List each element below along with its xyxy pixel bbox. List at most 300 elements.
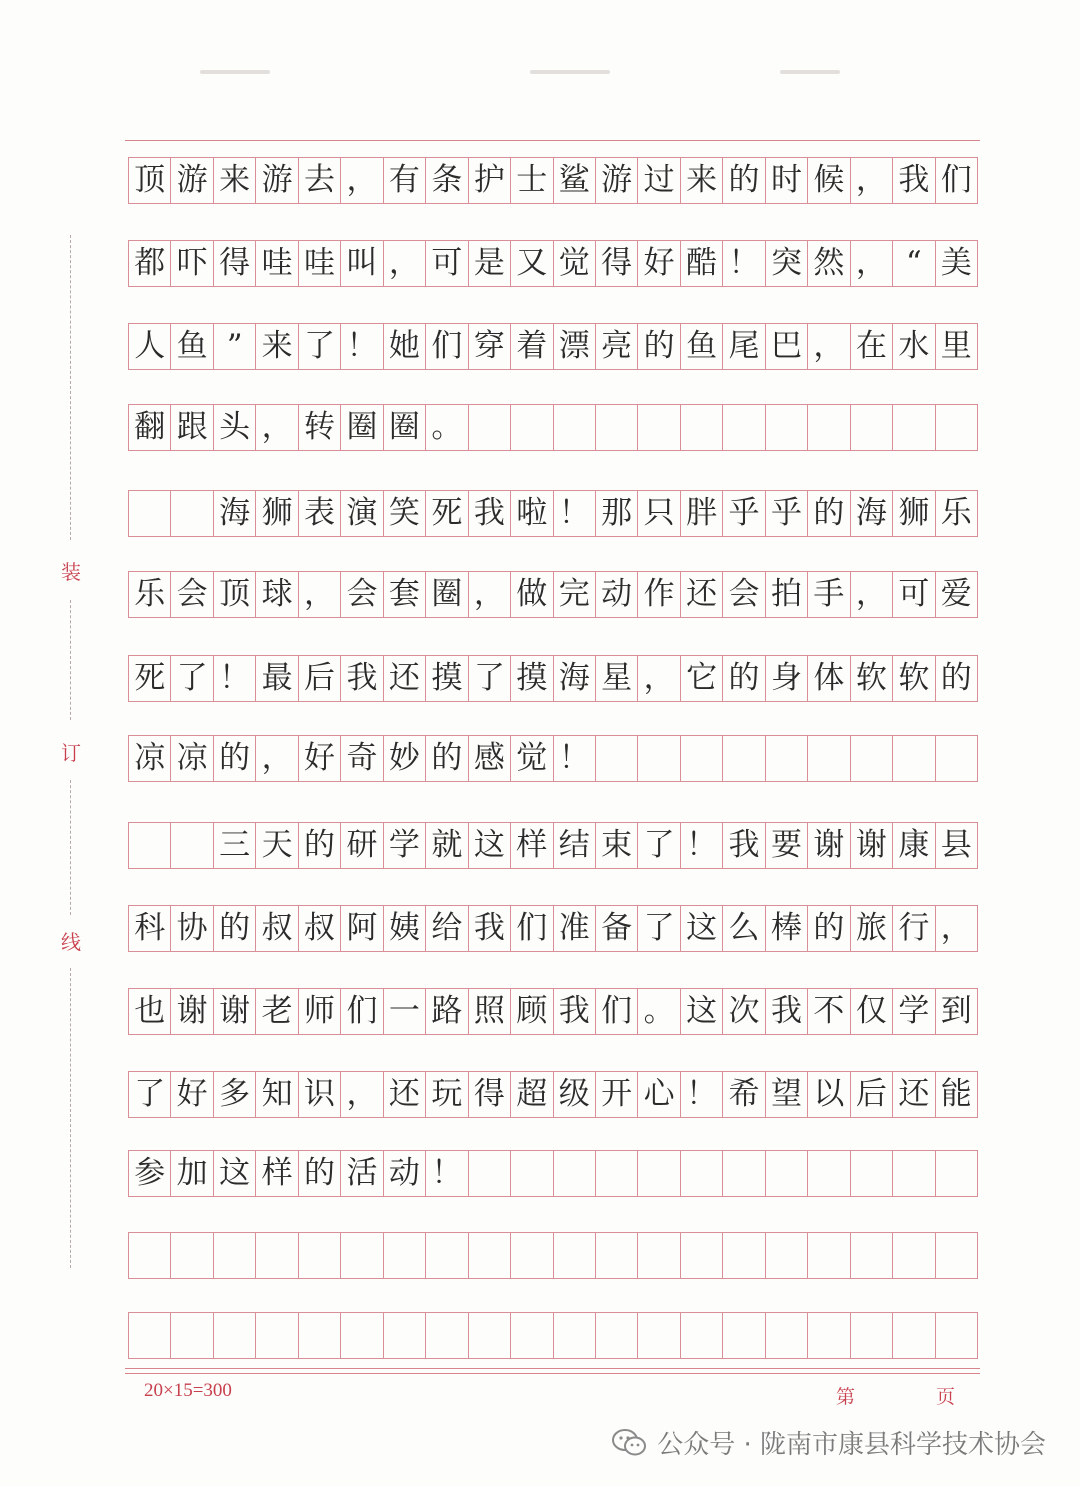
grid-cell: 护 [469,158,511,203]
scan-speck [780,70,840,74]
grid-cell: 妙 [384,736,426,781]
grid-cell: 样 [511,823,553,868]
grid-cell: 吓 [171,241,213,286]
grid-cell: 好 [171,1072,213,1117]
top-border-rule [125,140,980,141]
grid-cell: ！ [681,823,723,868]
grid-cell: 希 [723,1072,765,1117]
grid-cell [893,1233,935,1278]
grid-cell: 圈 [384,405,426,450]
grid-cell [766,1233,808,1278]
grid-row [128,655,978,702]
grid-cell: 们 [596,989,638,1034]
grid-cell [554,1233,596,1278]
grid-cell: 乐 [129,572,171,617]
grid-cell: 师 [299,989,341,1034]
grid-cell: 球 [256,572,298,617]
grid-cell: 时 [766,158,808,203]
grid-cell [469,1313,511,1358]
grid-cell [341,1233,383,1278]
bottom-border-rule [125,1368,980,1369]
grid-cell [596,736,638,781]
grid-cell: ” [214,324,256,369]
grid-cell: 来 [681,158,723,203]
grid-cell [554,1313,596,1358]
grid-cell [214,1313,256,1358]
page-label-di: 第 [836,1386,856,1408]
grid-cell: 演 [341,491,383,536]
binding-dashed-line [70,780,71,915]
grid-cell: “ [893,241,935,286]
grid-cell: 照 [469,989,511,1034]
grid-cell: 了 [171,656,213,701]
grid-cell [851,736,893,781]
grid-cell: 软 [893,656,935,701]
grid-cell [766,736,808,781]
grid-cell: 游 [171,158,213,203]
grid-row [128,822,978,869]
grid-cell: 们 [426,324,468,369]
grid-cell: 得 [469,1072,511,1117]
grid-cell [766,1313,808,1358]
grid-cell [638,405,680,450]
grid-cell [723,1313,765,1358]
grid-cell: 是 [469,241,511,286]
grid-cell: 这 [681,906,723,951]
grid-cell: 翻 [129,405,171,450]
grid-cell: 的 [299,1151,341,1196]
grid-cell: 我 [766,989,808,1034]
grid-cell: 候 [808,158,850,203]
grid-cell: 的 [723,656,765,701]
grid-cell: 了 [638,823,680,868]
grid-cell: 手 [808,572,850,617]
grid-cell [129,491,171,536]
grid-cell: 顾 [511,989,553,1034]
grid-cell: 姨 [384,906,426,951]
grid-cell [426,1233,468,1278]
grid-cell: 一 [384,989,426,1034]
grid-cell: 它 [681,656,723,701]
grid-cell [384,1233,426,1278]
grid-cell [511,1313,553,1358]
grid-cell: 鲨 [554,158,596,203]
grid-cell: 巴 [766,324,808,369]
grid-cell: 有 [384,158,426,203]
grid-row [128,988,978,1035]
grid-cell: 圈 [426,572,468,617]
grid-cell: 跟 [171,405,213,450]
grid-cell: 我 [723,823,765,868]
grid-cell: ！ [554,491,596,536]
grid-cell: 我 [469,906,511,951]
grid-cell: 行 [893,906,935,951]
grid-cell: 谢 [214,989,256,1034]
grid-cell: 结 [554,823,596,868]
grid-cell: 阿 [341,906,383,951]
grid-cell: 超 [511,1072,553,1117]
grid-cell [638,1151,680,1196]
grid-cell: ， [469,572,511,617]
binding-mark-zhuang: 装 [61,560,81,584]
grid-cell: 棒 [766,906,808,951]
grid-cell: 着 [511,324,553,369]
grid-cell: 的 [936,656,978,701]
grid-cell: 谢 [808,823,850,868]
grid-cell: 还 [681,572,723,617]
grid-cell: 以 [808,1072,850,1117]
grid-cell: 的 [299,823,341,868]
grid-cell: 活 [341,1151,383,1196]
grid-cell: ， [851,158,893,203]
grid-cell: ， [638,656,680,701]
grid-cell: 天 [256,823,298,868]
grid-cell: 不 [808,989,850,1034]
grid-cell: 作 [638,572,680,617]
grid-cell: 我 [469,491,511,536]
grid-cell: 路 [426,989,468,1034]
grid-cell: 鱼 [681,324,723,369]
grid-spec-label: 20×15=300 [144,1380,232,1401]
grid-cell: 科 [129,906,171,951]
grid-cell: 还 [384,1072,426,1117]
grid-cell [681,1313,723,1358]
grid-row [128,1071,978,1118]
grid-cell [893,405,935,450]
wechat-watermark [611,1424,1046,1461]
grid-cell: 水 [893,324,935,369]
grid-cell: 学 [893,989,935,1034]
grid-cell [171,823,213,868]
grid-cell: 体 [808,656,850,701]
grid-cell: 头 [214,405,256,450]
grid-cell [596,1151,638,1196]
grid-cell: 游 [256,158,298,203]
grid-cell: 叔 [299,906,341,951]
grid-cell: 软 [851,656,893,701]
grid-cell [129,1313,171,1358]
grid-cell [638,736,680,781]
grid-cell: 会 [341,572,383,617]
binding-mark-xian: 线 [61,930,81,954]
grid-cell [936,405,978,450]
grid-cell: ！ [723,241,765,286]
grid-cell: 摸 [426,656,468,701]
grid-cell: 会 [723,572,765,617]
grid-cell: 识 [299,1072,341,1117]
scan-speck [530,70,610,74]
grid-cell [299,1313,341,1358]
grid-cell [681,405,723,450]
grid-cell: 摸 [511,656,553,701]
grid-cell [214,1233,256,1278]
grid-cell: 圈 [341,405,383,450]
grid-cell: 后 [851,1072,893,1117]
grid-cell [936,736,978,781]
grid-cell [171,491,213,536]
grid-cell [808,1151,850,1196]
grid-cell: 得 [214,241,256,286]
grid-cell [426,1313,468,1358]
grid-cell: 心 [638,1072,680,1117]
grid-cell: 亮 [596,324,638,369]
grid-cell [511,405,553,450]
grid-cell: 啦 [511,491,553,536]
grid-cell [384,1313,426,1358]
grid-row [128,404,978,451]
grid-cell: 在 [851,324,893,369]
grid-cell: ， [256,736,298,781]
grid-row [128,1312,978,1359]
grid-cell: ， [341,1072,383,1117]
grid-cell [723,405,765,450]
grid-cell: ， [851,572,893,617]
grid-cell: 笑 [384,491,426,536]
grid-cell: 准 [554,906,596,951]
grid-cell: 狮 [256,491,298,536]
grid-cell: 又 [511,241,553,286]
grid-cell [723,1151,765,1196]
grid-cell [511,1233,553,1278]
grid-cell: 顶 [214,572,256,617]
grid-cell: 海 [214,491,256,536]
grid-cell: 突 [766,241,808,286]
grid-cell: 好 [299,736,341,781]
grid-cell: 仅 [851,989,893,1034]
grid-row [128,490,978,537]
grid-cell: 尾 [723,324,765,369]
grid-cell: 海 [851,491,893,536]
grid-cell: 谢 [851,823,893,868]
grid-cell: 好 [638,241,680,286]
grid-cell [171,1233,213,1278]
grid-cell [469,1233,511,1278]
grid-cell [256,1233,298,1278]
grid-cell: 酷 [681,241,723,286]
grid-cell: 鱼 [171,324,213,369]
grid-cell: 就 [426,823,468,868]
grid-cell: 拍 [766,572,808,617]
grid-cell: 只 [638,491,680,536]
grid-cell: 还 [384,656,426,701]
grid-cell: 漂 [554,324,596,369]
grid-cell [808,1233,850,1278]
grid-cell [936,1233,978,1278]
grid-cell: 开 [596,1072,638,1117]
grid-cell: ！ [681,1072,723,1117]
grid-cell [893,736,935,781]
grid-cell: 做 [511,572,553,617]
grid-cell: 游 [596,158,638,203]
grid-cell [256,1313,298,1358]
grid-cell: 然 [808,241,850,286]
grid-cell: 次 [723,989,765,1034]
grid-row [128,1232,978,1279]
grid-cell: 谢 [171,989,213,1034]
grid-cell: 表 [299,491,341,536]
grid-cell: 去 [299,158,341,203]
grid-cell: 星 [596,656,638,701]
grid-cell: 里 [936,324,978,369]
grid-cell [851,405,893,450]
grid-cell [638,1233,680,1278]
grid-cell: 最 [256,656,298,701]
grid-cell [511,1151,553,1196]
grid-cell [681,1151,723,1196]
grid-cell: 还 [893,1072,935,1117]
grid-cell: 套 [384,572,426,617]
grid-cell [681,736,723,781]
grid-cell: 死 [426,491,468,536]
grid-cell: 能 [936,1072,978,1117]
grid-cell: 哇 [256,241,298,286]
grid-cell [808,1313,850,1358]
grid-row [128,735,978,782]
grid-cell: 后 [299,656,341,701]
grid-cell: 凉 [129,736,171,781]
grid-cell: ， [299,572,341,617]
page-label-ye: 页 [936,1386,956,1408]
grid-cell: 条 [426,158,468,203]
grid-cell: 我 [893,158,935,203]
grid-cell: 过 [638,158,680,203]
grid-cell: 顶 [129,158,171,203]
grid-cell: 完 [554,572,596,617]
grid-cell: 的 [426,736,468,781]
grid-cell [723,736,765,781]
grid-cell: 们 [511,906,553,951]
grid-cell: 望 [766,1072,808,1117]
grid-cell: 参 [129,1151,171,1196]
grid-cell [638,1313,680,1358]
grid-cell: ， [808,324,850,369]
grid-cell: 这 [469,823,511,868]
grid-cell: 了 [638,906,680,951]
grid-cell [469,1151,511,1196]
grid-cell: 级 [554,1072,596,1117]
grid-cell: 这 [681,989,723,1034]
grid-cell [596,405,638,450]
grid-cell: 动 [596,572,638,617]
grid-cell [341,1313,383,1358]
grid-cell: ， [936,906,978,951]
grid-cell: 奇 [341,736,383,781]
grid-cell: 协 [171,906,213,951]
grid-cell [766,1151,808,1196]
grid-cell [851,1233,893,1278]
grid-cell: 乎 [766,491,808,536]
grid-cell: 们 [341,989,383,1034]
wechat-icon [611,1428,647,1458]
grid-cell: 老 [256,989,298,1034]
grid-cell: ！ [341,324,383,369]
grid-row [128,157,978,204]
grid-cell: 狮 [893,491,935,536]
watermark-text: 公众号 · 陇南市康县科学技术协会 [657,1430,1046,1460]
grid-cell: 海 [554,656,596,701]
grid-row [128,571,978,618]
grid-cell: 了 [299,324,341,369]
grid-row [128,240,978,287]
binding-dashed-line [70,968,71,1268]
grid-cell: 来 [256,324,298,369]
grid-cell: 她 [384,324,426,369]
grid-cell: 玩 [426,1072,468,1117]
grid-cell: 转 [299,405,341,450]
grid-cell: 得 [596,241,638,286]
grid-cell: 样 [256,1151,298,1196]
grid-cell: 要 [766,823,808,868]
grid-cell [851,1151,893,1196]
grid-cell: 身 [766,656,808,701]
grid-cell: 美 [936,241,978,286]
grid-cell: 。 [426,405,468,450]
binding-dashed-line [70,600,71,720]
grid-cell: 胖 [681,491,723,536]
grid-cell: 会 [171,572,213,617]
grid-cell: 给 [426,906,468,951]
grid-cell: 么 [723,906,765,951]
grid-cell: 穿 [469,324,511,369]
grid-cell: 觉 [554,241,596,286]
grid-cell [766,405,808,450]
grid-cell [893,1313,935,1358]
grid-cell: 三 [214,823,256,868]
grid-cell [554,405,596,450]
grid-cell: 我 [341,656,383,701]
grid-cell: 凉 [171,736,213,781]
grid-cell: 叔 [256,906,298,951]
grid-cell: 的 [808,491,850,536]
grid-cell: 的 [808,906,850,951]
grid-cell: 康 [893,823,935,868]
grid-cell: 叫 [341,241,383,286]
grid-cell [596,1233,638,1278]
grid-cell [936,1151,978,1196]
grid-row [128,905,978,952]
scan-speck [200,70,270,74]
grid-cell: 感 [469,736,511,781]
grid-row [128,1150,978,1197]
grid-cell [129,1233,171,1278]
grid-cell: 的 [214,736,256,781]
grid-cell [129,823,171,868]
grid-cell: 研 [341,823,383,868]
grid-cell: 乎 [723,491,765,536]
grid-cell: 可 [893,572,935,617]
grid-cell: 的 [723,158,765,203]
grid-cell [596,1313,638,1358]
grid-cell [171,1313,213,1358]
grid-cell: 加 [171,1151,213,1196]
grid-cell: ， [341,158,383,203]
grid-cell: 都 [129,241,171,286]
grid-cell: 觉 [511,736,553,781]
grid-cell: ！ [554,736,596,781]
grid-cell: 了 [129,1072,171,1117]
grid-cell: 那 [596,491,638,536]
grid-cell: ， [256,405,298,450]
grid-cell: 我 [554,989,596,1034]
grid-row [128,323,978,370]
grid-cell: 们 [936,158,978,203]
grid-cell: ！ [426,1151,468,1196]
grid-cell: 。 [638,989,680,1034]
grid-cell [299,1233,341,1278]
grid-cell [893,1151,935,1196]
grid-cell: ！ [214,656,256,701]
grid-cell: 旅 [851,906,893,951]
